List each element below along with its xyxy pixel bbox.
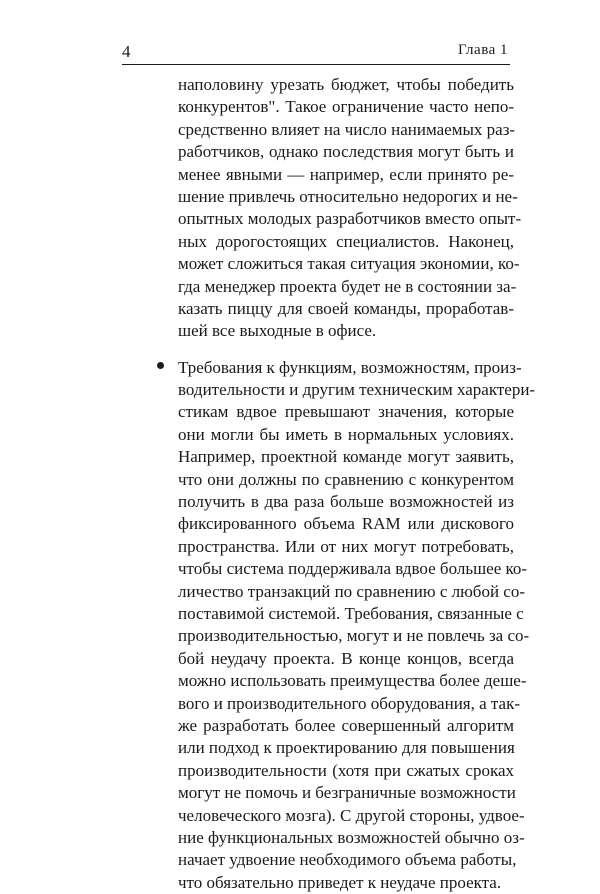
text-line: Требования к функциям, возможностям, произ- [178, 357, 522, 377]
text-line: чтобы система поддерживала вдвое большее ко- [178, 559, 528, 579]
bullet-list-item [178, 357, 536, 894]
text-line: начает удвоение необходимого объема работы, [178, 850, 517, 870]
bullet-icon [157, 362, 164, 369]
text-line: казать пиццу для своей команды, проработав- [178, 298, 514, 318]
paragraph-continued [178, 74, 522, 343]
text-line: Например, проектной команде могут заявить, [178, 447, 514, 467]
text-line: производительностью, могут и не повлечь за со- [178, 626, 530, 646]
text-line: стикам вдвое превышают значения, которые [178, 402, 514, 422]
text-line: получить в два раза больше возможностей из [178, 492, 514, 512]
text-line: гда менеджер проекта будет не в состоянии за- [178, 276, 517, 296]
text-line: опытных молодых разработчиков вместо опыт- [178, 209, 522, 229]
text-line: или подход к проектированию для повышения [178, 738, 515, 758]
text-line: что обязательно приведет к неудаче проекта. [178, 872, 502, 892]
text-line: вого и производительного оборудования, а так- [178, 693, 521, 713]
text-line: может сложиться такая ситуация экономии, ко- [178, 254, 520, 274]
chapter-title: Глава 1 [458, 42, 508, 58]
text-line: водительности и другим техническим характери- [178, 380, 536, 400]
text-line: фиксированного объема RAM или дискового [178, 514, 514, 534]
page-body [178, 74, 536, 894]
text-line: ние функциональных возможностей обычно оз- [178, 827, 525, 847]
text-line: наполовину урезать бюджет, чтобы победить [178, 75, 514, 94]
text-line: менее явными — например, если принято ре- [178, 164, 514, 184]
text-line: производительности (хотя при сжатых сроках [178, 760, 514, 780]
page-number: 4 [122, 42, 131, 61]
text-line: могут не помочь и безграничные возможности [178, 783, 516, 803]
text-line: конкурентов". Такое ограничение часто непо- [178, 97, 514, 117]
text-line: личество транзакций по сравнению с любой со- [178, 581, 526, 601]
running-header [122, 34, 510, 65]
text-line: что они должны по сравнению с конкурентом [178, 469, 514, 489]
text-line: ных дорогостоящих специалистов. Наконец, [178, 231, 514, 251]
text-line: шение привлечь относительно недорогих и не- [178, 186, 518, 206]
text-line: человеческого мозга). С другой стороны, удвое- [178, 805, 525, 825]
text-line: работчиков, однако последствия могут быть и [178, 142, 514, 162]
text-line: средственно влияет на число нанимаемых раз- [178, 119, 516, 139]
text-line: они могли бы иметь в нормальных условиях. [178, 424, 514, 444]
text-line: же разработать более совершенный алгоритм [178, 715, 514, 735]
paragraph-spacer [178, 343, 514, 357]
text-line: поставимой системой. Требования, связанные с [178, 603, 524, 623]
text-line: можно использовать преимущества более деше- [178, 671, 527, 691]
text-line: шей все выходные в офисе. [178, 321, 377, 341]
text-line: пространства. Или от них могут потребовать, [178, 536, 514, 556]
text-line: бой неудачу проекта. В конце концов, всегда [178, 648, 514, 668]
